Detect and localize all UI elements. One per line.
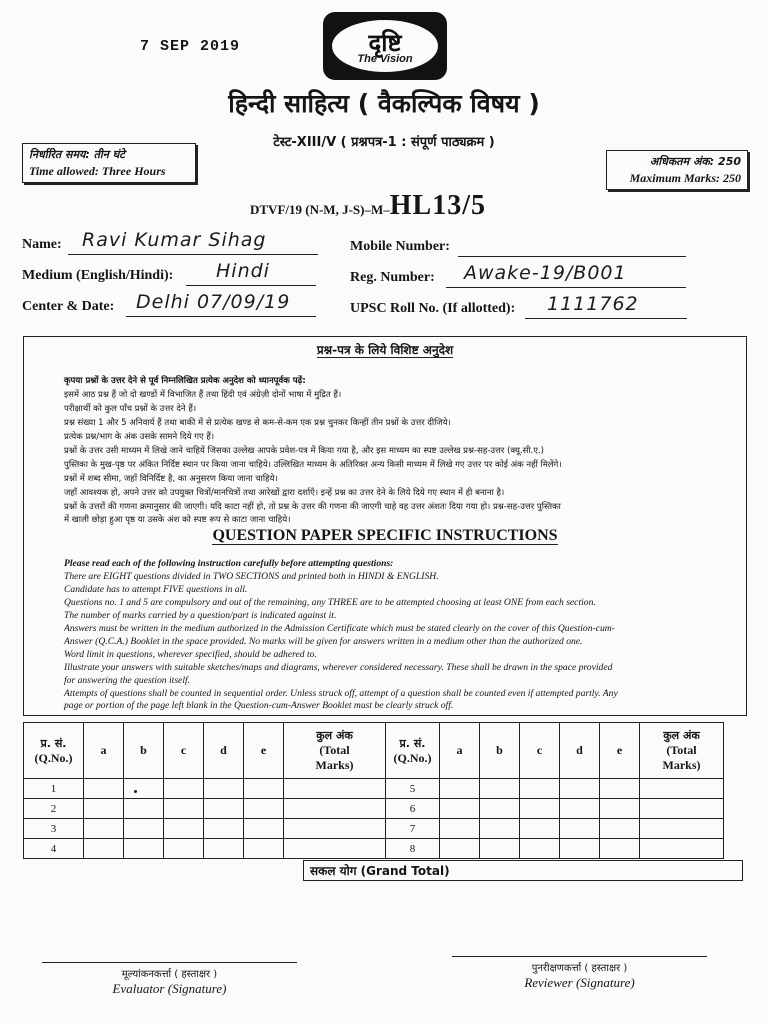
mark-cell[interactable] (520, 779, 560, 799)
mark-cell[interactable] (520, 799, 560, 819)
instruction-en-line: Candidate has to attempt FIVE questions in all. (64, 584, 248, 595)
mark-cell[interactable] (84, 819, 124, 839)
marks-table-header (24, 723, 724, 779)
total-cell[interactable] (640, 799, 724, 819)
marks-table (23, 722, 724, 859)
mark-cell[interactable] (84, 779, 124, 799)
total-cell[interactable] (640, 819, 724, 839)
reg-number-value: Awake-19/B001 (464, 262, 627, 284)
mark-cell[interactable] (84, 839, 124, 859)
evaluator-signature-line[interactable] (42, 962, 297, 964)
mark-cell[interactable] (560, 839, 600, 859)
mark-cell[interactable] (164, 819, 204, 839)
name-label: Name: (22, 237, 62, 252)
total-marks-header: कुल अंक (Total Marks) (284, 723, 386, 779)
instruction-en-line: Word limit in questions, wherever specified, should be adhered to. (64, 649, 317, 660)
instruction-en-line: Questions no. 1 and 5 are compulsory and out of the remaining, any THREE are to be attempted choosing at least ONE from each section. (64, 597, 596, 608)
question-number: 3 (24, 819, 84, 839)
total-cell[interactable] (284, 779, 386, 799)
instruction-en-line: for answering the question itself. (64, 675, 191, 686)
mobile-label: Mobile Number: (350, 239, 450, 254)
test-code (250, 190, 486, 222)
medium-label: Medium (English/Hindi): (22, 268, 174, 283)
paper-title: हिन्दी साहित्य ( वैकल्पिक विषय ) (228, 89, 540, 118)
instruction-hi-line: इसमें आठ प्रश्न हैं जो दो खण्डों में विभाजित हैं तथा हिंदी एवं अंग्रेज़ी दोनों भाषा में मुद्रित हैं। (64, 390, 342, 400)
mark-cell[interactable] (480, 819, 520, 839)
name-value: Ravi Kumar Sihag (82, 229, 267, 251)
evaluator-label-hi: मूल्यांकनकर्त्ता ( हस्ताक्षर ) (121, 969, 218, 980)
mark-cell[interactable] (244, 819, 284, 839)
qno-header: प्र. सं. (Q.No.) (24, 723, 84, 779)
question-number: 7 (386, 819, 440, 839)
part-header: e (600, 723, 640, 779)
instruction-en-line: Please read each of the following instruction carefully before attempting questions: (64, 558, 394, 569)
mark-cell[interactable] (480, 799, 520, 819)
mobile-field[interactable] (458, 234, 686, 257)
total-cell[interactable] (284, 819, 386, 839)
mark-cell[interactable] (480, 839, 520, 859)
roll-number-field[interactable] (525, 293, 687, 319)
mark-cell[interactable] (244, 799, 284, 819)
instruction-hi-line: जहाँ आवश्यक हो, अपने उत्तर को उपयुक्त चित्रों/मानचित्रों तथा आरेखों द्वारा दर्शाएँ। इन्हें प्रश्न का उत्तर देने के लिये दिये गए स्थान में ही बनाना है। (64, 488, 505, 498)
reviewer-label-en: Reviewer (Signature) (524, 975, 635, 990)
instruction-hi-line: परीक्षार्थी को कुल पाँच प्रश्नों के उत्तर देने हैं। (64, 404, 197, 414)
max-marks-en: Maximum Marks: 250 (629, 171, 741, 185)
mark-cell[interactable] (480, 779, 520, 799)
mark-cell[interactable] (560, 779, 600, 799)
grand-total-label: सकल योग (Grand Total) (310, 864, 450, 878)
mark-cell[interactable] (440, 819, 480, 839)
part-header: b (124, 723, 164, 779)
mark-cell[interactable] (440, 779, 480, 799)
instruction-hi-line: प्रश्नों में शब्द सीमा, जहाँ विनिर्दिष्ट है, का अनुसरण किया जाना चाहिये। (64, 474, 278, 484)
instruction-en-line: page or portion of the page left blank in the Question-cum-Answer Booklet must be clearly struck off. (64, 700, 454, 711)
grand-total-box[interactable] (303, 860, 743, 881)
question-number: 4 (24, 839, 84, 859)
logo-sub-text: The Vision (357, 53, 413, 65)
mark-cell[interactable] (204, 799, 244, 819)
mark-cell[interactable] (244, 839, 284, 859)
instructions-en-heading: QUESTION PAPER SPECIFIC INSTRUCTIONS (212, 527, 558, 544)
mark-cell[interactable] (520, 839, 560, 859)
part-header: c (520, 723, 560, 779)
mark-cell[interactable] (600, 799, 640, 819)
mark-cell[interactable] (164, 779, 204, 799)
question-number: 1 (24, 779, 84, 799)
question-number: 2 (24, 799, 84, 819)
evaluator-label-en: Evaluator (Signature) (112, 981, 227, 996)
paper-subtitle: टेस्ट-XIII/V ( प्रश्नपत्र-1 : संपूर्ण पाठ्यक्रम ) (273, 135, 495, 150)
reviewer-signature-line[interactable] (452, 956, 707, 958)
instruction-hi-line: में खाली छोड़ा हुआ पृष्ठ या उसके अंश को स्पष्ट रूप से काटा जाना चाहिये। (64, 515, 291, 525)
instruction-en-line: The number of marks carried by a question/part is indicated against it. (64, 610, 337, 621)
mark-cell[interactable] (204, 779, 244, 799)
max-marks-hi: अधिकतम अंक: 250 (649, 155, 741, 168)
mark-cell[interactable] (600, 779, 640, 799)
time-allowed-box (22, 143, 196, 183)
total-cell[interactable] (284, 839, 386, 859)
logo-main-text: दृष्टि (368, 29, 402, 57)
instruction-en-line: Answers must be written in the medium authorized in the Admission Certificate which must be stated clearly on the cover of this Question-cum- (64, 623, 615, 634)
question-number: 8 (386, 839, 440, 859)
instructions-box (23, 336, 747, 716)
reviewer-label-hi: पुनरीक्षणकर्त्ता ( हस्ताक्षर ) (531, 963, 628, 974)
instructions-hi-heading: प्रश्न-पत्र के लिये विशिष्ट अनुदेश (316, 343, 454, 357)
mark-cell[interactable] (124, 819, 164, 839)
roll-number-label: UPSC Roll No. (If allotted): (350, 301, 516, 316)
mark-cell[interactable] (560, 799, 600, 819)
time-allowed-hi: निर्धारित समय: तीन घंटे (29, 148, 125, 161)
mark-cell[interactable] (164, 799, 204, 819)
mark-cell[interactable] (124, 799, 164, 819)
stamp-date: 7 SEP 2019 (140, 38, 241, 55)
part-header: a (84, 723, 124, 779)
instruction-hi-line: कृपया प्रश्नों के उत्तर देने से पूर्व निम्नलिखित प्रत्येक अनुदेश को ध्यानपूर्वक पढ़ें: (64, 376, 306, 386)
instruction-hi-line: प्रश्नों के उत्तरों की गणना क्रमानुसार की जाएगी। यदि काटा नहीं हो, तो प्रश्न के उत्तर की गणना की जाएगी चाहे वह उत्तर अंशतः दिया गया हो। प्रश्न-सह-उत्तर पुस्तिका (64, 502, 561, 512)
instruction-en-line: Attempts of questions shall be counted in sequential order. Unless struck off, attempt of a question shall be counted even if attempted partly. Any (64, 688, 618, 699)
medium-value: Hindi (216, 260, 270, 282)
part-header: a (440, 723, 480, 779)
pen-dot (134, 790, 137, 793)
table-row (24, 799, 724, 819)
table-row (24, 839, 724, 859)
max-marks-box (606, 150, 748, 190)
part-header: e (244, 723, 284, 779)
question-number: 6 (386, 799, 440, 819)
part-header: c (164, 723, 204, 779)
instruction-hi-line: प्रत्येक प्रश्न/भाग के अंक उसके सामने दिये गए हैं। (64, 432, 215, 442)
drishti-logo (323, 12, 447, 80)
instruction-hi-line: पुस्तिका के मुख-पृष्ठ पर अंकित निर्दिष्ट स्थान पर किया जाना चाहिये। उल्लिखित माध्यम के अतिरिक्त अन्य किसी माध्यम में लिखे गए उत्तर पर कोई अंक नहीं मिलेंगे। (64, 460, 562, 470)
mark-cell[interactable] (520, 819, 560, 839)
test-code-prefix: DTVF/19 (N-M, J-S)–M– (250, 202, 390, 217)
instruction-en-line: There are EIGHT questions divided in TWO SECTIONS and printed both in HINDI & ENGLISH. (64, 571, 439, 582)
mark-cell[interactable] (600, 839, 640, 859)
center-date-field[interactable] (126, 291, 316, 317)
total-cell[interactable] (284, 799, 386, 819)
mark-cell[interactable] (440, 799, 480, 819)
center-date-value: Delhi 07/09/19 (136, 291, 291, 313)
table-row (24, 819, 724, 839)
mark-cell[interactable] (600, 819, 640, 839)
mark-cell[interactable] (164, 839, 204, 859)
name-field[interactable] (68, 229, 318, 255)
instruction-hi-line: प्रश्नों के उत्तर उसी माध्यम में लिखे जाने चाहियें जिसका उल्लेख आपके प्रवेश-पत्र में किया गया है, और इस माध्यम का स्पष्ट उल्लेख प्रश्न-सह-उत्तर (क्यू.सी.ए.) (64, 446, 544, 456)
instruction-hi-line: प्रश्न संख्या 1 और 5 अनिवार्य हैं तथा बाकी में से प्रत्येक खण्ड से कम-से-कम एक प्रश्न चुनकर किन्हीं तीन प्रश्नों के उत्तर दीजिये। (64, 418, 451, 428)
total-cell[interactable] (640, 779, 724, 799)
medium-field[interactable] (186, 260, 316, 286)
part-header: d (560, 723, 600, 779)
roll-number-value: 1111762 (547, 293, 639, 315)
mark-cell[interactable] (204, 839, 244, 859)
qno-header: प्र. सं. (Q.No.) (386, 723, 440, 779)
total-cell[interactable] (640, 839, 724, 859)
table-row (24, 779, 724, 799)
logo-oval (332, 20, 438, 72)
time-allowed-en: Time allowed: Three Hours (29, 164, 166, 178)
instruction-en-line: Answer (Q.C.A.) Booklet in the space provided. No marks will be given for answers written in a medium other than the authorized one. (64, 636, 583, 647)
mark-cell[interactable] (560, 819, 600, 839)
center-date-label: Center & Date: (22, 299, 115, 314)
mark-cell[interactable] (124, 839, 164, 859)
mark-cell[interactable] (84, 799, 124, 819)
part-header: d (204, 723, 244, 779)
instruction-en-line: Illustrate your answers with suitable sketches/maps and diagrams, wherever considered necessary. These shall be drawn in the space provided (64, 662, 613, 673)
mark-cell[interactable] (204, 819, 244, 839)
mark-cell[interactable] (244, 779, 284, 799)
test-code-main: HL13/5 (389, 190, 486, 221)
total-marks-header: कुल अंक (Total Marks) (640, 723, 724, 779)
reg-number-label: Reg. Number: (350, 270, 435, 285)
question-number: 5 (386, 779, 440, 799)
part-header: b (480, 723, 520, 779)
mark-cell[interactable] (124, 779, 164, 799)
mark-cell[interactable] (440, 839, 480, 859)
reg-number-field[interactable] (446, 262, 686, 288)
